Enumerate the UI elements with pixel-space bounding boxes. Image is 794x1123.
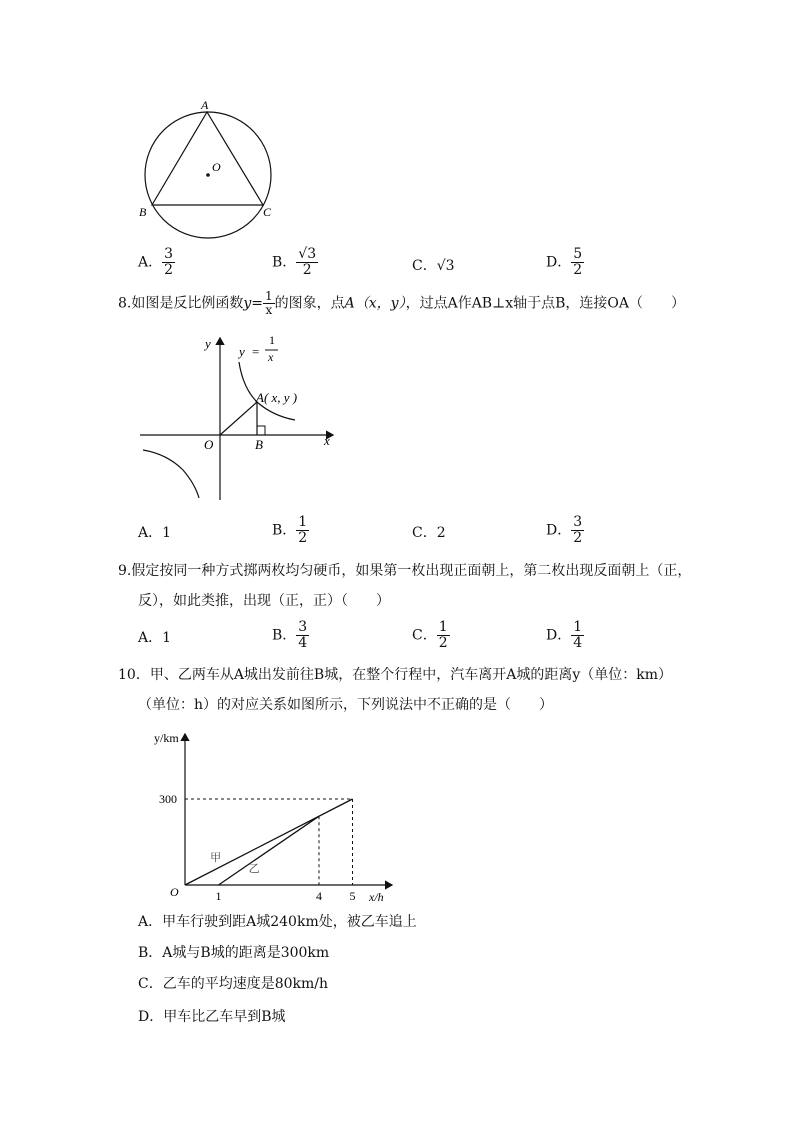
q8-option-b-fraction: $\frac{1}{2}$ [298, 514, 308, 546]
q10-series-line-jia [185, 799, 353, 885]
q7-label-o: O [212, 160, 221, 174]
q7-option-c[interactable]: C．√3 [412, 258, 455, 274]
q10-y-tick-300: 300 [159, 792, 177, 806]
q10-chart [154, 728, 400, 908]
q10-x-axis-label: x/h [369, 890, 384, 904]
q8-origin-label: O [204, 437, 214, 452]
q7-label-a: A [201, 98, 209, 112]
q10-x-tick-4: 4 [316, 889, 322, 903]
q10-series-label-jia: 甲 [210, 851, 222, 864]
q7-option-d-fraction: $\frac{5}{2}$ [573, 246, 583, 278]
q10-x-tick-1: 1 [215, 889, 222, 903]
q8-foot-label: B [255, 437, 263, 452]
q10-series-label-yi: 乙 [248, 862, 260, 875]
q10-stem-line2: （单位：h）的对应关系如图所示，下列说法中不正确的是（ ） [138, 697, 554, 713]
q10-stem-line1: 10．甲、乙两车从A城出发前往B城，在整个行程中，汽车离开A城的距离y（单位：km） [118, 667, 672, 683]
q8-option-d[interactable]: D． $\frac{3}{2}$ [546, 514, 583, 546]
q7-label-c: C [263, 205, 272, 219]
q7-center-dot [206, 173, 210, 177]
q8-figure [135, 330, 345, 505]
q10-x-tick-5: 5 [349, 889, 356, 903]
q8-option-d-fraction: $\frac{3}{2}$ [573, 514, 583, 546]
q9-option-c[interactable]: C． $\frac{1}{2}$ [412, 619, 448, 651]
q7-option-d[interactable]: D． $\frac{5}{2}$ [546, 246, 583, 278]
q9-option-d[interactable]: D． $\frac{1}{4}$ [546, 619, 583, 651]
q7-option-a[interactable]: A． $\frac{3}{2}$ [138, 246, 174, 278]
q8-curve-third-quadrant [143, 450, 199, 498]
q7-option-b-fraction: $\frac{√3}{2}$ [298, 246, 317, 278]
q9-stem-line2: 反），如此类推，出现（正，正）（ ） [138, 593, 390, 609]
q10-option-d[interactable]: D．甲车比乙车早到B城 [138, 1009, 286, 1025]
q8-right-angle-mark [257, 426, 265, 435]
q10-y-axis-label: y/km [154, 731, 179, 745]
q8-func-y: y [239, 344, 245, 359]
q8-point-label: A( x, y ) [256, 390, 298, 405]
q8-segment-oa [220, 402, 257, 435]
q8-axis-x-label: x [324, 433, 330, 448]
q8-func-num: 1 [269, 333, 275, 347]
q9-option-c-fraction: $\frac{1}{2}$ [438, 619, 448, 651]
q9-option-b[interactable]: B． $\frac{3}{4}$ [272, 619, 308, 651]
q8-func-den: x [268, 350, 274, 364]
q8-stem: 8.如图是反比例函数y= $\frac{1}{x}$ 的图象，点A（x，y），过点A作AB⊥x轴于点B，连接OA（ ） [118, 289, 686, 317]
q9-option-a[interactable]: A．1 [138, 630, 172, 646]
q7-label-b: B [139, 205, 147, 219]
q7-option-a-fraction: $\frac{3}{2}$ [164, 246, 174, 278]
q8-option-c[interactable]: C．2 [412, 525, 446, 541]
q10-origin-label: O [170, 885, 179, 899]
q9-option-b-fraction: $\frac{3}{4}$ [298, 619, 308, 651]
q8-stem-fraction: $\frac{1}{x}$ [265, 289, 273, 317]
q9-option-d-fraction: $\frac{1}{4}$ [573, 619, 583, 651]
q8-option-a[interactable]: A．1 [138, 525, 172, 541]
q8-axis-y-label: y [205, 336, 211, 351]
q8-option-b[interactable]: B． $\frac{1}{2}$ [272, 514, 308, 546]
q9-stem-line1: 9.假定按同一种方式掷两枚均匀硬币，如果第一枚出现正面朝上，第二枚出现反面朝上（正， [118, 563, 692, 579]
q10-option-c[interactable]: C．乙车的平均速度是80km/h [138, 976, 329, 992]
q10-option-a[interactable]: A．甲车行驶到距A城240km处，被乙车追上 [138, 914, 417, 930]
q10-series-line-yi [219, 816, 320, 885]
q8-func-eq: = [252, 344, 260, 359]
q10-option-b[interactable]: B．A城与B城的距离是300km [138, 945, 330, 961]
q7-figure [130, 95, 290, 225]
q7-option-b[interactable]: B． $\frac{√3}{2}$ [272, 246, 317, 278]
